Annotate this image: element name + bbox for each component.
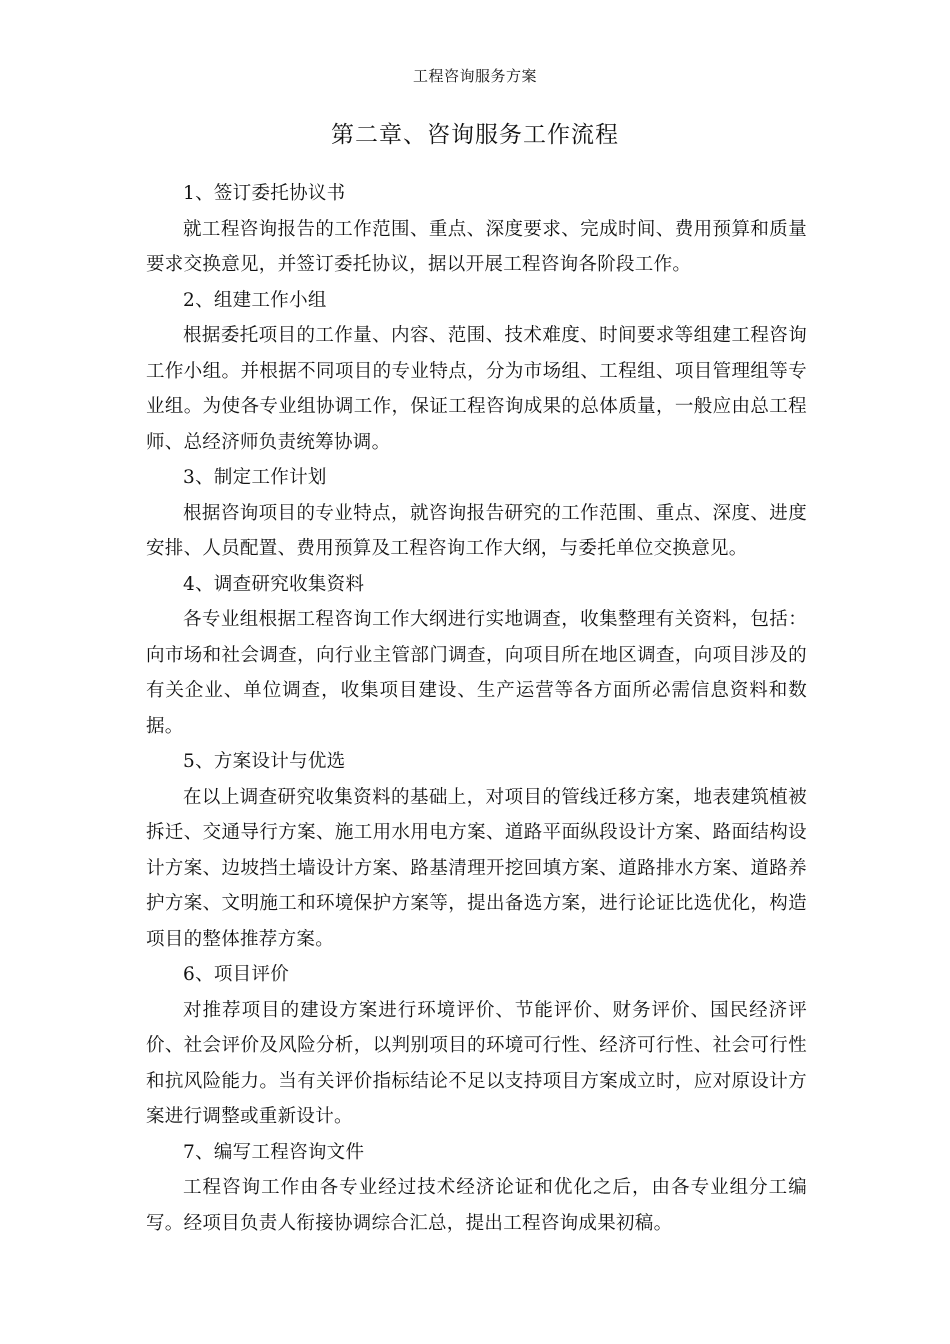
section-heading-7: 7、编写工程咨询文件 [183, 1141, 365, 1163]
chapter-title: 第二章、咨询服务工作流程 [331, 122, 619, 148]
section-body-5: 在以上调查研究收集资料的基础上，对项目的管线迁移方案，地表建筑植被拆迁、交通导行方案、施工用水用电方案、道路平面纵段设计方案、路面结构设计方案、边坡挡土墙设计方案、路基清理开挖回填方案、道路排水方案、道路养护方案、文明施工和环境保护方案等，提出备选方案，进行论证比选优化，构造项目的整体推荐方案。 [146, 786, 807, 950]
section-body-1: 就工程咨询报告的工作范围、重点、深度要求、完成时间、费用预算和质量要求交换意见，并签订委托协议，据以开展工程咨询各阶段工作。 [146, 218, 807, 275]
section-heading-3: 3、制定工作计划 [183, 467, 327, 488]
running-header: 工程咨询服务方案 [412, 67, 537, 85]
section-body-3: 根据咨询项目的专业特点，就咨询报告研究的工作范围、重点、深度、进度安排、人员配置、费用预算及工程咨询工作大纲，与委托单位交换意见。 [146, 502, 807, 559]
section-heading-4: 4、调查研究收集资料 [183, 573, 365, 595]
section-heading-6: 6、项目评价 [183, 964, 290, 985]
section-heading-1: 1、签订委托协议书 [183, 183, 346, 204]
section-body-4: 各专业组根据工程咨询工作大纲进行实地调查，收集整理有关资料，包括：向市场和社会调查，向行业主管部门调查，向项目所在地区调查，向项目涉及的有关企业、单位调查，收集项目建设、生产运营等各方面所必需信息资料和数据。 [146, 609, 807, 737]
section-body-2: 根据委托项目的工作量、内容、范围、技术难度、时间要求等组建工程咨询工作小组。并根据不同项目的专业特点，分为市场组、工程组、项目管理组等专业组。为使各专业组协调工作，保证工程咨询成果的总体质量，一般应由总工程师、总经济师负责统筹协调。 [146, 325, 807, 453]
section-heading-5: 5、方案设计与优选 [183, 751, 346, 772]
section-heading-2: 2、组建工作小组 [183, 289, 327, 311]
section-body-6: 对推荐项目的建设方案进行环境评价、节能评价、财务评价、国民经济评价、社会评价及风险分析，以判别项目的环境可行性、经济可行性、社会可行性和抗风险能力。当有关评价指标结论不足以支持项目方案成立时，应对原设计方案进行调整或重新设计。 [146, 999, 807, 1127]
document-body [146, 176, 807, 1241]
section-body-7: 工程咨询工作由各专业经过技术经济论证和优化之后，由各专业组分工编写。经项目负责人衔接协调综合汇总，提出工程咨询成果初稿。 [146, 1177, 807, 1234]
